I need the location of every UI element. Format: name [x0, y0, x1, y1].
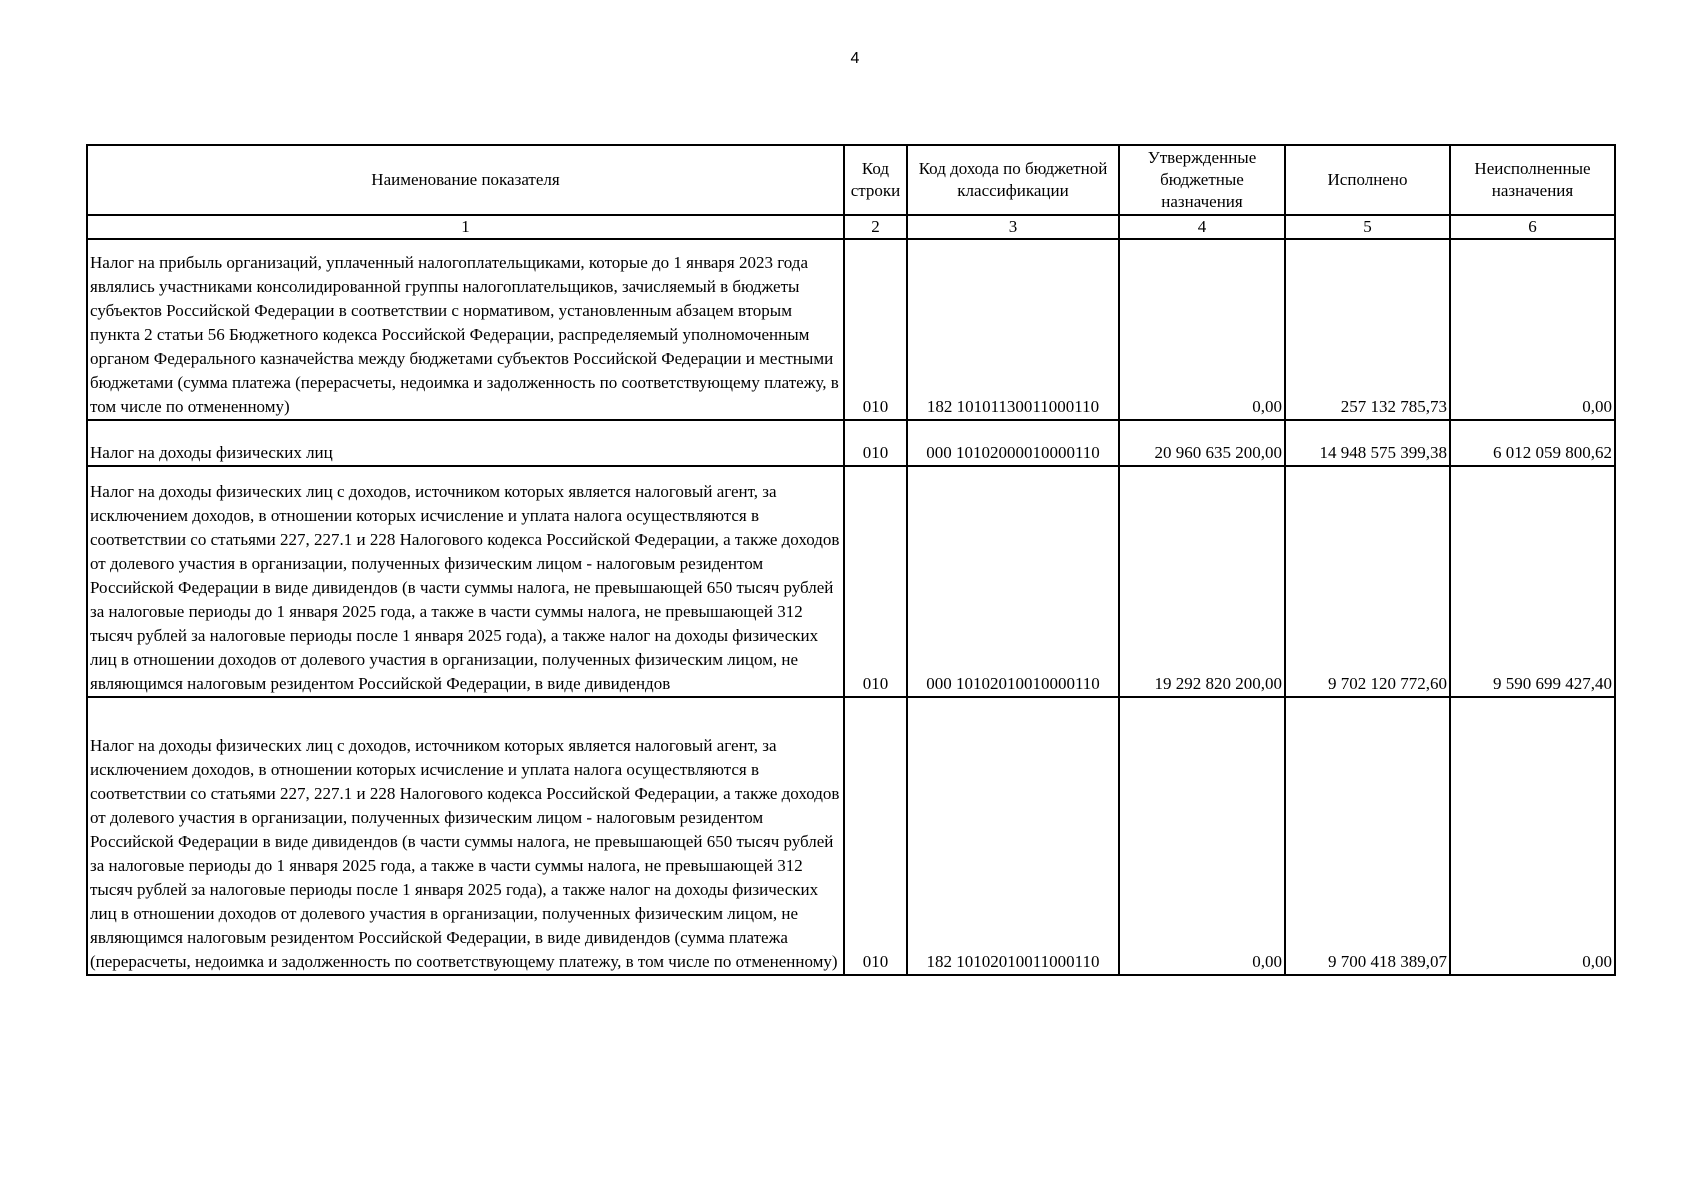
approved-cell: 0,00 [1119, 697, 1285, 975]
line-code-cell: 010 [844, 697, 907, 975]
unexecuted-cell: 0,00 [1450, 239, 1615, 420]
column-number: 6 [1450, 215, 1615, 239]
header-income-code: Код дохода по бюджетной классификации [907, 145, 1119, 215]
column-number: 1 [87, 215, 844, 239]
column-number: 2 [844, 215, 907, 239]
header-line-code: Код строки [844, 145, 907, 215]
executed-cell: 257 132 785,73 [1285, 239, 1450, 420]
column-number: 3 [907, 215, 1119, 239]
table-row [87, 697, 1615, 975]
header-unexecuted: Неисполненные назначения [1450, 145, 1615, 215]
line-code-cell: 010 [844, 420, 907, 466]
unexecuted-cell: 9 590 699 427,40 [1450, 466, 1615, 697]
income-code-cell: 000 10102010010000110 [907, 466, 1119, 697]
approved-cell: 0,00 [1119, 239, 1285, 420]
table-header-row [87, 145, 1615, 215]
indicator-name: Налог на доходы физических лиц с доходов, источником которых является налоговый агент, за исключением доходов, в отношении которых исчисление и уплата налога осуществляются в соответствии со статьями 227, 227.1 и 228 Налогового кодекса Российской Федерации, а также доходов от долевого участия в организации, полученных физическим лицом - налоговым резидентом Российской Федерации в виде дивидендов (в части суммы налога, не превышающей 650 тысяч рублей за налоговые периоды до 1 января 2025 года, а также в части суммы налога, не превышающей 312 тысяч рублей за налоговые периоды после 1 января 2025 года), а также налог на доходы физических лиц в отношении доходов от долевого участия в организации, полученных физическим лицом, не являющимся налоговым резидентом Российской Федерации, в виде дивидендов (сумма платежа (перерасчеты, недоимка и задолженность по соответствующему платежу, в том числе по отмененному) [90, 736, 840, 971]
indicator-name: Налог на доходы физических лиц с доходов, источником которых является налоговый агент, за исключением доходов, в отношении которых исчисление и уплата налога осуществляются в соответствии со статьями 227, 227.1 и 228 Налогового кодекса Российской Федерации, а также доходов от долевого участия в организации, полученных физическим лицом - налоговым резидентом Российской Федерации в виде дивидендов (в части суммы налога, не превышающей 650 тысяч рублей за налоговые периоды до 1 января 2025 года, а также в части суммы налога, не превышающей 312 тысяч рублей за налоговые периоды после 1 января 2025 года), а также налог на доходы физических лиц в отношении доходов от долевого участия в организации, полученных физическим лицом, не являющимся налоговым резидентом Российской Федерации, в виде дивидендов [90, 482, 840, 693]
line-code-cell: 010 [844, 239, 907, 420]
executed-cell: 9 702 120 772,60 [1285, 466, 1450, 697]
budget-income-table [86, 144, 1616, 976]
header-executed: Исполнено [1285, 145, 1450, 215]
table-row [87, 420, 1615, 466]
indicator-name-cell [87, 239, 844, 420]
unexecuted-cell: 6 012 059 800,62 [1450, 420, 1615, 466]
table-row [87, 239, 1615, 420]
indicator-name-cell [87, 697, 844, 975]
page-number: 4 [850, 50, 860, 67]
approved-cell: 19 292 820 200,00 [1119, 466, 1285, 697]
column-number-row [87, 215, 1615, 239]
indicator-name: Налог на прибыль организаций, уплаченный налогоплательщиками, которые до 1 января 2023 года являлись участниками консолидированной группы налогоплательщиков, зачисляемый в бюджеты субъектов Российской Федерации в соответствии с нормативом, установленным абзацем вторым пункта 2 статьи 56 Бюджетного кодекса Российской Федерации, распределяемый уполномоченным органом Федерального казначейства между бюджетами субъектов Российской Федерации и местными бюджетами (сумма платежа (перерасчеты, недоимка и задолженность по соответствующему платежу, в том числе по отмененному) [90, 253, 839, 416]
income-code-cell: 000 10102000010000110 [907, 420, 1119, 466]
approved-cell: 20 960 635 200,00 [1119, 420, 1285, 466]
indicator-name-cell [87, 466, 844, 697]
column-number: 5 [1285, 215, 1450, 239]
income-code-cell: 182 10102010011000110 [907, 697, 1119, 975]
executed-cell: 14 948 575 399,38 [1285, 420, 1450, 466]
table-row [87, 466, 1615, 697]
column-number: 4 [1119, 215, 1285, 239]
line-code-cell: 010 [844, 466, 907, 697]
executed-cell: 9 700 418 389,07 [1285, 697, 1450, 975]
indicator-name-cell: Налог на доходы физических лиц [87, 420, 844, 466]
income-code-cell: 182 10101130011000110 [907, 239, 1119, 420]
header-indicator-name: Наименование показателя [87, 145, 844, 215]
unexecuted-cell: 0,00 [1450, 697, 1615, 975]
header-approved: Утвержденные бюджетные назначения [1119, 145, 1285, 215]
